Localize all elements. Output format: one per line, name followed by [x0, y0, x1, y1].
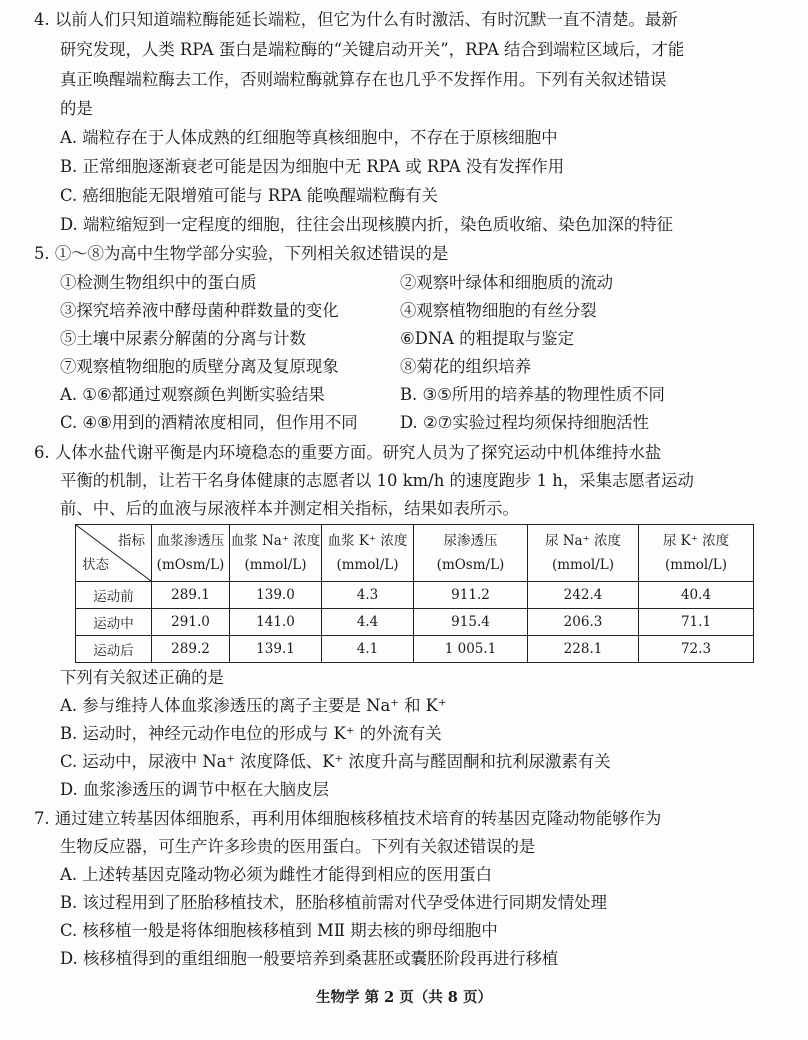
table-cell: 40.4: [639, 582, 754, 609]
row-state: 运动中: [76, 609, 152, 636]
q5-item-2: ②观察叶绿体和细胞质的流动: [400, 273, 614, 292]
table-row: [76, 609, 754, 636]
table-cell: 206.3: [528, 609, 639, 636]
table-cell: 4.3: [322, 582, 414, 609]
q4-stem-line-4: 的是: [60, 99, 93, 118]
row-state: 运动后: [76, 636, 152, 663]
q5-item-6: ⑥DNA 的粗提取与鉴定: [400, 329, 574, 348]
table-cell: 139.1: [230, 636, 322, 663]
page-footer: 生物学 第 2 页（共 8 页）: [316, 989, 492, 1006]
q5-stem: 5. ①～⑧为高中生物学部分实验，下列相关叙述错误的是: [34, 244, 449, 263]
q5-item-1: ①检测生物组织中的蛋白质: [60, 273, 257, 292]
q6-question: 下列有关叙述正确的是: [60, 668, 224, 687]
q7-stem-line-2: 生物反应器，可生产许多珍贵的医用蛋白。下列有关叙述错误的是: [60, 837, 536, 856]
q6-option-c: C. 运动中，尿液中 Na⁺ 浓度降低、K⁺ 浓度升高与醛固酮和抗利尿激素有关: [60, 752, 611, 771]
q5-option-d: D. ②⑦实验过程均须保持细胞活性: [400, 413, 650, 432]
q5-item-5: ⑤土壤中尿素分解菌的分离与计数: [60, 329, 306, 348]
table-cell: 915.4: [414, 609, 528, 636]
header-urine-osmolality: 尿渗透压 (mOsm/L): [414, 525, 528, 582]
table-row: [76, 582, 754, 609]
table-cell: 4.1: [322, 636, 414, 663]
header-plasma-na: 血浆 Na⁺ 浓度 (mmol/L): [230, 525, 322, 582]
table-cell: 141.0: [230, 609, 322, 636]
q7-option-d: D. 核移植得到的重组细胞一般要培养到桑葚胚或囊胚阶段再进行移植: [60, 949, 559, 968]
q5-item-8: ⑧菊花的组织培养: [400, 357, 532, 376]
q4-stem-line-3: 真正唤醒端粒酶去工作，否则端粒酶就算存在也几乎不发挥作用。下列有关叙述错误: [60, 70, 667, 89]
row-state: 运动前: [76, 582, 152, 609]
table-cell: 911.2: [414, 582, 528, 609]
table-cell: 289.1: [152, 582, 230, 609]
header-urine-k: 尿 K⁺ 浓度 (mmol/L): [639, 525, 754, 582]
table-cell: 291.0: [152, 609, 230, 636]
corner-label-state: 状态: [82, 557, 109, 573]
table-row: [76, 636, 754, 663]
q4-option-d: D. 端粒缩短到一定程度的细胞，往往会出现核膜内折，染色质收缩、染色加深的特征: [60, 215, 674, 234]
q6-option-b: B. 运动时，神经元动作电位的形成与 K⁺ 的外流有关: [60, 724, 442, 743]
q4-option-a: A. 端粒存在于人体成熟的红细胞等真核细胞中，不存在于原核细胞中: [60, 128, 558, 147]
q6-stem-line-1: 6. 人体水盐代谢平衡是内环境稳态的重要方面。研究人员为了探究运动中机体维持水盐: [34, 443, 662, 462]
table-cell: 139.0: [230, 582, 322, 609]
table-cell: 71.1: [639, 609, 754, 636]
q7-option-a: A. 上述转基因克隆动物必须为雌性才能得到相应的医用蛋白: [60, 865, 493, 884]
table-cell: 72.3: [639, 636, 754, 663]
results-table: [75, 524, 754, 663]
q4-option-c: C. 癌细胞能无限增殖可能与 RPA 能唤醒端粒酶有关: [60, 186, 438, 205]
q5-option-c: C. ④⑧用到的酒精浓度相同，但作用不同: [60, 413, 358, 432]
q7-option-b: B. 该过程用到了胚胎移植技术，胚胎移植前需对代孕受体进行同期发情处理: [60, 893, 607, 912]
q6-stem-line-2: 平衡的机制，让若干名身体健康的志愿者以 10 km/h 的速度跑步 1 h，采集志愿者运动: [60, 471, 694, 490]
table-cell: 1 005.1: [414, 636, 528, 663]
q5-option-b: B. ③⑤所用的培养基的物理性质不同: [400, 385, 665, 404]
header-plasma-k: 血浆 K⁺ 浓度 (mmol/L): [322, 525, 414, 582]
table-cell: 4.4: [322, 609, 414, 636]
q5-item-7: ⑦观察植物细胞的质壁分离及复原现象: [60, 357, 339, 376]
q5-item-4: ④观察植物细胞的有丝分裂: [400, 301, 597, 320]
header-urine-na: 尿 Na⁺ 浓度 (mmol/L): [528, 525, 639, 582]
q5-item-3: ③探究培养液中酵母菌种群数量的变化: [60, 301, 339, 320]
q7-option-c: C. 核移植一般是将体细胞核移植到 MⅡ 期去核的卵母细胞中: [60, 921, 498, 940]
q4-stem-line-2: 研究发现，人类 RPA 蛋白是端粒酶的“关键启动开关”，RPA 结合到端粒区域后，才能: [60, 40, 685, 59]
q6-stem-line-3: 前、中、后的血液与尿液样本并测定相关指标，结果如表所示。: [60, 499, 519, 518]
table-cell: 228.1: [528, 636, 639, 663]
q6-option-d: D. 血浆渗透压的调节中枢在大脑皮层: [60, 780, 329, 799]
q7-stem-line-1: 7. 通过建立转基因体细胞系，再利用体细胞核移植技术培育的转基因克隆动物能够作为: [34, 809, 662, 828]
table-cell: 289.2: [152, 636, 230, 663]
q5-option-a: A. ①⑥都通过观察颜色判断实验结果: [60, 385, 325, 404]
q4-option-b: B. 正常细胞逐渐衰老可能是因为细胞中无 RPA 或 RPA 没有发挥作用: [60, 157, 565, 176]
header-plasma-osmolality: 血浆渗透压 (mOsm/L): [152, 525, 230, 582]
table-cell: 242.4: [528, 582, 639, 609]
corner-label-indicator: 指标: [118, 533, 145, 549]
q4-stem-line-1: 4. 以前人们只知道端粒酶能延长端粒，但它为什么有时激活、有时沉默一直不清楚。最新: [34, 10, 678, 29]
q6-option-a: A. 参与维持人体血浆渗透压的离子主要是 Na⁺ 和 K⁺: [60, 696, 447, 715]
table-corner-header: [76, 525, 152, 582]
